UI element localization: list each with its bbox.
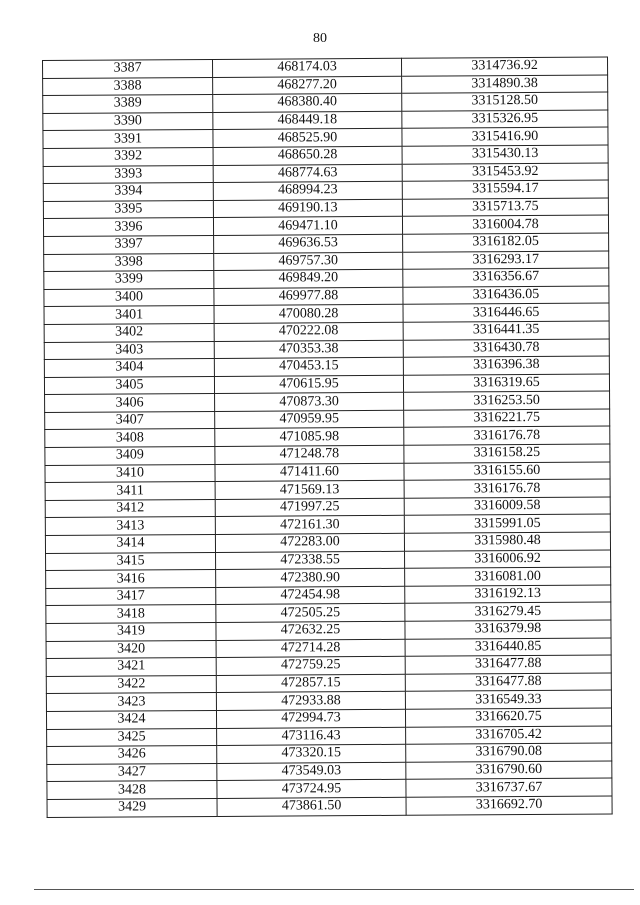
point-number-cell: 3413 — [45, 517, 215, 536]
x-coordinate-cell: 472714.28 — [216, 639, 405, 658]
point-number-cell: 3407 — [45, 411, 215, 430]
point-number-cell: 3406 — [45, 394, 215, 413]
point-number-cell: 3387 — [43, 59, 213, 78]
y-coordinate-cell: 3316176.78 — [404, 427, 610, 446]
coordinates-table-body — [43, 57, 613, 817]
x-coordinate-cell: 472857.15 — [216, 674, 405, 693]
x-coordinate-cell: 468525.90 — [213, 129, 402, 148]
point-number-cell: 3405 — [44, 376, 214, 395]
y-coordinate-cell: 3316477.88 — [405, 655, 611, 674]
y-coordinate-cell: 3315326.95 — [402, 110, 608, 129]
x-coordinate-cell: 470222.08 — [214, 322, 403, 341]
x-coordinate-cell: 469977.88 — [214, 287, 403, 306]
y-coordinate-cell: 3316790.60 — [406, 761, 612, 780]
y-coordinate-cell: 3316319.65 — [403, 374, 609, 393]
y-coordinate-cell: 3316279.45 — [405, 602, 611, 621]
x-coordinate-cell: 472454.98 — [216, 586, 405, 605]
y-coordinate-cell: 3316737.67 — [406, 778, 612, 797]
x-coordinate-cell: 472338.55 — [216, 551, 405, 570]
point-number-cell: 3410 — [45, 464, 215, 483]
x-coordinate-cell: 473320.15 — [217, 744, 406, 763]
y-coordinate-cell: 3316155.60 — [404, 462, 610, 481]
point-number-cell: 3394 — [43, 183, 213, 202]
point-number-cell: 3421 — [46, 658, 216, 677]
y-coordinate-cell: 3316253.50 — [404, 391, 610, 410]
x-coordinate-cell: 471997.25 — [215, 498, 404, 517]
x-coordinate-cell: 470080.28 — [214, 305, 403, 324]
point-number-cell: 3422 — [46, 675, 216, 694]
x-coordinate-cell: 471248.78 — [215, 445, 404, 464]
y-coordinate-cell: 3314736.92 — [401, 57, 607, 76]
y-coordinate-cell: 3316477.88 — [405, 673, 611, 692]
point-number-cell: 3418 — [46, 605, 216, 624]
point-number-cell: 3427 — [47, 763, 217, 782]
point-number-cell: 3425 — [47, 728, 217, 747]
bottom-divider — [34, 889, 634, 890]
point-number-cell: 3399 — [44, 271, 214, 290]
x-coordinate-cell: 470615.95 — [214, 375, 403, 394]
point-number-cell: 3389 — [43, 95, 213, 114]
point-number-cell: 3409 — [45, 447, 215, 466]
point-number-cell: 3423 — [46, 693, 216, 712]
x-coordinate-cell: 472505.25 — [216, 604, 405, 623]
x-coordinate-cell: 473724.95 — [217, 780, 406, 799]
x-coordinate-cell: 468449.18 — [213, 111, 402, 130]
y-coordinate-cell: 3315980.48 — [404, 532, 610, 551]
x-coordinate-cell: 473116.43 — [217, 727, 406, 746]
x-coordinate-cell: 471085.98 — [215, 428, 404, 447]
y-coordinate-cell: 3316081.00 — [405, 567, 611, 586]
y-coordinate-cell: 3316692.70 — [406, 796, 612, 815]
y-coordinate-cell: 3316620.75 — [405, 708, 611, 727]
y-coordinate-cell: 3316440.85 — [405, 638, 611, 657]
y-coordinate-cell: 3316549.33 — [405, 690, 611, 709]
y-coordinate-cell: 3315453.92 — [402, 163, 608, 182]
x-coordinate-cell: 472994.73 — [216, 709, 405, 728]
page-number: 80 — [313, 31, 327, 46]
y-coordinate-cell: 3316446.65 — [403, 303, 609, 322]
table-row — [47, 796, 612, 817]
x-coordinate-cell: 470353.38 — [214, 340, 403, 359]
y-coordinate-cell: 3316293.17 — [403, 251, 609, 270]
point-number-cell: 3402 — [44, 323, 214, 342]
point-number-cell: 3417 — [46, 587, 216, 606]
point-number-cell: 3419 — [46, 622, 216, 641]
x-coordinate-cell: 469757.30 — [214, 252, 403, 271]
point-number-cell: 3426 — [47, 746, 217, 765]
x-coordinate-cell: 469471.10 — [213, 217, 402, 236]
y-coordinate-cell: 3315713.75 — [402, 198, 608, 217]
point-number-cell: 3424 — [46, 710, 216, 729]
x-coordinate-cell: 469636.53 — [214, 234, 403, 253]
x-coordinate-cell: 469849.20 — [214, 269, 403, 288]
y-coordinate-cell: 3316436.05 — [403, 286, 609, 305]
point-number-cell: 3393 — [43, 165, 213, 184]
coordinates-table — [42, 57, 613, 818]
x-coordinate-cell: 470453.15 — [214, 357, 403, 376]
y-coordinate-cell: 3316192.13 — [405, 585, 611, 604]
y-coordinate-cell: 3315594.17 — [402, 180, 608, 199]
point-number-cell: 3397 — [44, 235, 214, 254]
x-coordinate-cell: 468650.28 — [213, 146, 402, 165]
y-coordinate-cell: 3316705.42 — [406, 726, 612, 745]
point-number-cell: 3391 — [43, 130, 213, 149]
point-number-cell: 3398 — [44, 253, 214, 272]
y-coordinate-cell: 3315430.13 — [402, 145, 608, 164]
point-number-cell: 3428 — [47, 781, 217, 800]
y-coordinate-cell: 3316009.58 — [404, 497, 610, 516]
y-coordinate-cell: 3316790.08 — [406, 743, 612, 762]
y-coordinate-cell: 3316356.67 — [403, 268, 609, 287]
point-number-cell: 3429 — [47, 798, 217, 817]
point-number-cell: 3388 — [43, 77, 213, 96]
point-number-cell: 3414 — [45, 534, 215, 553]
y-coordinate-cell: 3314890.38 — [402, 75, 608, 94]
x-coordinate-cell: 468774.63 — [213, 164, 402, 183]
point-number-cell: 3395 — [43, 200, 213, 219]
point-number-cell: 3411 — [45, 482, 215, 501]
x-coordinate-cell: 471411.60 — [215, 463, 404, 482]
y-coordinate-cell: 3316182.05 — [403, 233, 609, 252]
point-number-cell: 3404 — [44, 359, 214, 378]
x-coordinate-cell: 468994.23 — [213, 181, 402, 200]
x-coordinate-cell: 468277.20 — [213, 76, 402, 95]
x-coordinate-cell: 471569.13 — [215, 481, 404, 500]
point-number-cell: 3400 — [44, 288, 214, 307]
x-coordinate-cell: 472759.25 — [216, 656, 405, 675]
y-coordinate-cell: 3316158.25 — [404, 444, 610, 463]
x-coordinate-cell: 468174.03 — [212, 58, 401, 77]
x-coordinate-cell: 473861.50 — [217, 797, 406, 816]
y-coordinate-cell: 3316379.98 — [405, 620, 611, 639]
y-coordinate-cell: 3316006.92 — [405, 550, 611, 569]
x-coordinate-cell: 472933.88 — [216, 692, 405, 711]
x-coordinate-cell: 469190.13 — [213, 199, 402, 218]
y-coordinate-cell: 3316004.78 — [402, 215, 608, 234]
x-coordinate-cell: 472632.25 — [216, 621, 405, 640]
x-coordinate-cell: 472380.90 — [216, 569, 405, 588]
y-coordinate-cell: 3316396.38 — [403, 356, 609, 375]
y-coordinate-cell: 3316221.75 — [404, 409, 610, 428]
x-coordinate-cell: 472283.00 — [215, 533, 404, 552]
x-coordinate-cell: 470873.30 — [215, 393, 404, 412]
y-coordinate-cell: 3316441.35 — [403, 321, 609, 340]
x-coordinate-cell: 470959.95 — [215, 410, 404, 429]
x-coordinate-cell: 472161.30 — [215, 516, 404, 535]
x-coordinate-cell: 468380.40 — [213, 93, 402, 112]
y-coordinate-cell: 3316430.78 — [403, 339, 609, 358]
y-coordinate-cell: 3315128.50 — [402, 92, 608, 111]
y-coordinate-cell: 3316176.78 — [404, 479, 610, 498]
point-number-cell: 3415 — [46, 552, 216, 571]
point-number-cell: 3408 — [45, 429, 215, 448]
point-number-cell: 3403 — [44, 341, 214, 360]
point-number-cell: 3416 — [46, 570, 216, 589]
point-number-cell: 3420 — [46, 640, 216, 659]
point-number-cell: 3412 — [45, 499, 215, 518]
point-number-cell: 3390 — [43, 112, 213, 131]
point-number-cell: 3396 — [43, 218, 213, 237]
point-number-cell: 3392 — [43, 147, 213, 166]
y-coordinate-cell: 3315991.05 — [404, 514, 610, 533]
y-coordinate-cell: 3315416.90 — [402, 127, 608, 146]
point-number-cell: 3401 — [44, 306, 214, 325]
x-coordinate-cell: 473549.03 — [217, 762, 406, 781]
